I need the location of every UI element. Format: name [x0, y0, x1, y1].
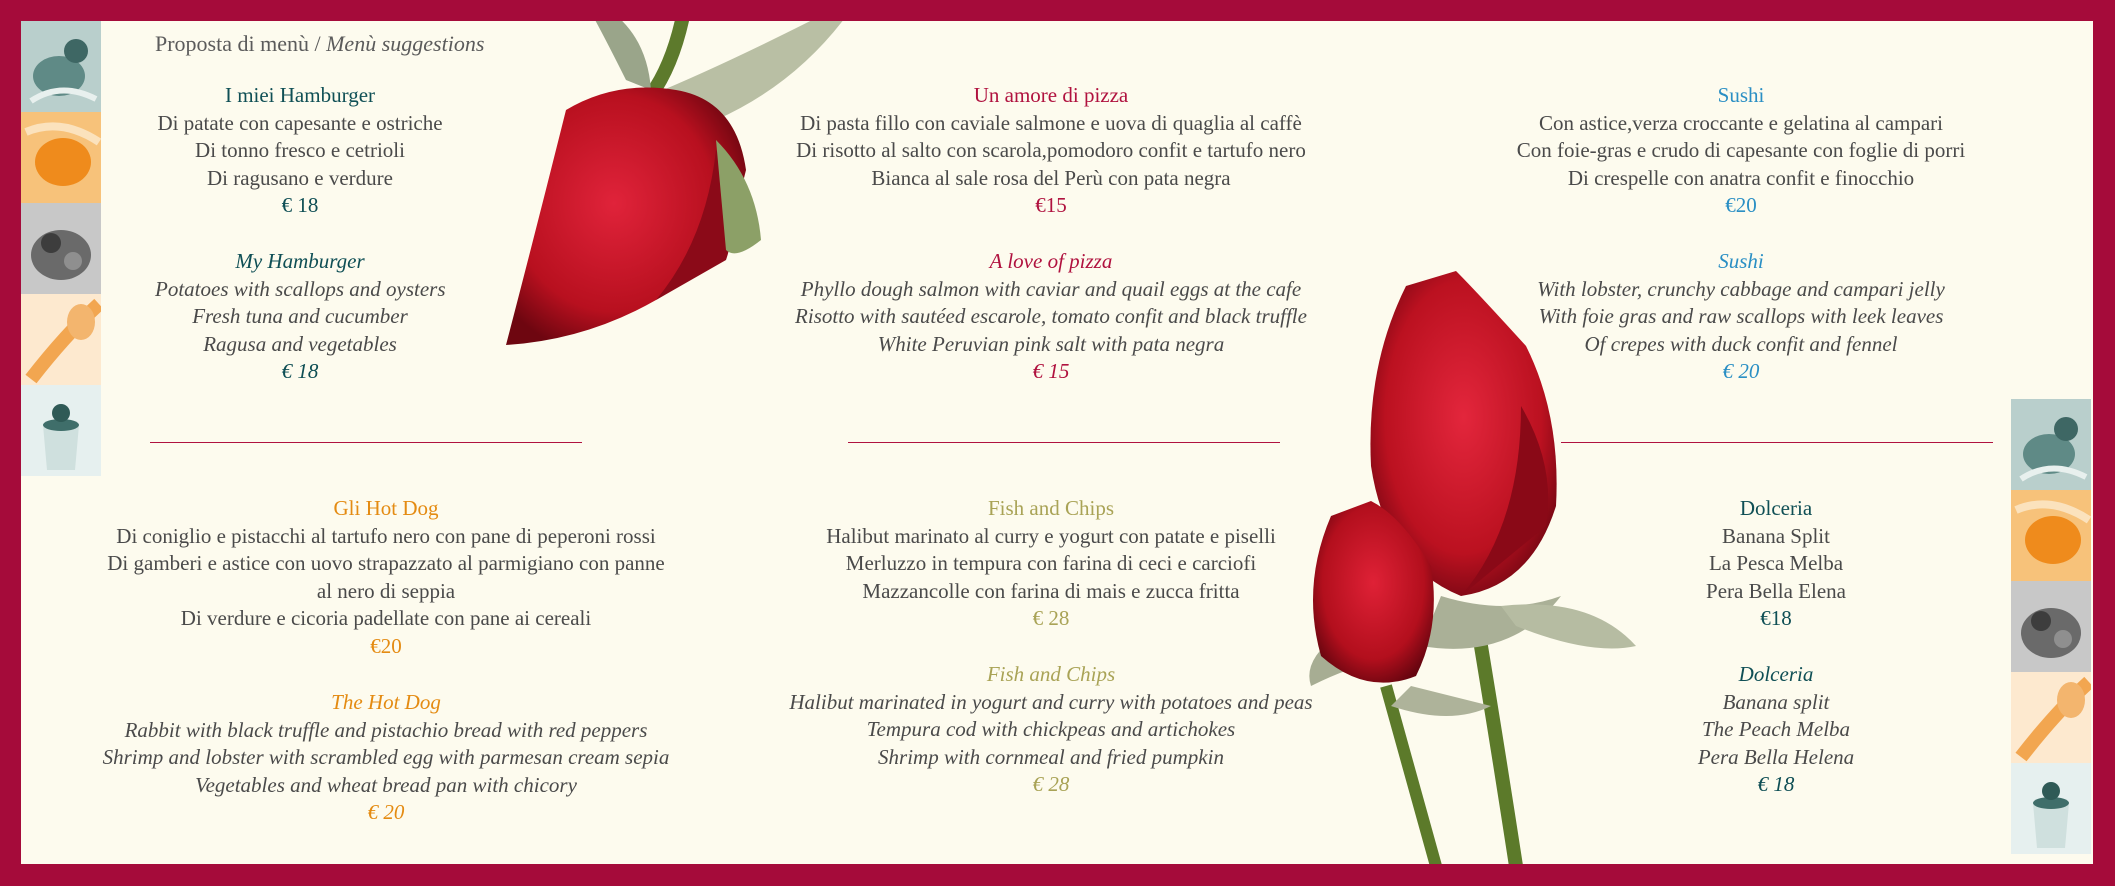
menu-item: Potatoes with scallops and oysters	[155, 276, 446, 301]
menu-item: Banana split	[1722, 689, 1830, 714]
menu-item: Risotto with sautéed escarole, tomato confit and black truffle	[795, 304, 1307, 328]
section-heading: Sushi	[1718, 249, 1764, 273]
section-heading: A love of pizza	[989, 249, 1113, 273]
dish-photo-glass	[2011, 763, 2091, 854]
price: € 18	[1757, 772, 1795, 796]
menu-item: al nero di seppia	[316, 578, 456, 603]
section-fish-en	[781, 661, 1321, 799]
price: € 18	[281, 359, 319, 383]
menu-item: Di verdure e cicoria padellate con pane ai cereali	[180, 606, 592, 630]
menu-item: Di ragusano e verdure	[206, 165, 393, 190]
menu-item: Di gamberi e astice con uovo strapazzato al parmigiano con panne	[107, 551, 665, 575]
menu-item: Bianca al sale rosa del Perù con pata negra	[871, 165, 1231, 190]
left-photo-strip	[21, 21, 101, 476]
rose-top-image	[476, 21, 876, 400]
menu-page	[21, 21, 2093, 864]
menu-item: With lobster, crunchy cabbage and campari jelly	[1537, 276, 1945, 301]
dish-photo-teal	[21, 21, 101, 112]
menu-item: Pera Bella Elena	[1706, 578, 1846, 603]
menu-item: Di risotto al salto con scarola,pomodoro confit e tartufo nero	[796, 138, 1306, 162]
section-hotdog-it	[61, 495, 711, 660]
price: €18	[1760, 606, 1792, 630]
menu-item: Di crespelle con anatra confit e finocchio	[1567, 165, 1915, 190]
dish-photo-teal	[2011, 399, 2091, 490]
price: €20	[370, 633, 402, 658]
price: € 28	[1032, 606, 1070, 630]
menu-item: White Peruvian pink salt with pata negra	[877, 331, 1225, 356]
dish-photo-orange	[2011, 490, 2091, 581]
menu-item: Con foie-gras e crudo di capesante con foglie di porri	[1516, 138, 1966, 162]
section-heading: Fish and Chips	[987, 496, 1115, 520]
section-fish-it	[781, 495, 1321, 633]
divider-left	[150, 442, 582, 443]
section-heading: The Hot Dog	[331, 690, 441, 714]
menu-item: Ragusa and vegetables	[203, 331, 397, 356]
section-heading: Dolceria	[1738, 662, 1814, 686]
menu-item: Di patate con capesante e ostriche	[157, 110, 443, 135]
dish-photo-glass	[21, 385, 101, 476]
section-hotdog-en	[61, 689, 711, 827]
menu-item: Tempura cod with chickpeas and artichokes	[866, 717, 1236, 741]
menu-item: Halibut marinato al curry e yogurt con patate e piselli	[826, 523, 1276, 548]
menu-item: Of crepes with duck confit and fennel	[1584, 331, 1898, 356]
section-heading: I miei Hamburger	[224, 83, 376, 107]
rose-pair-image	[1291, 266, 1721, 864]
menu-item: Shrimp and lobster with scrambled egg with parmesan cream sepia	[102, 745, 670, 769]
menu-item: Fresh tuna and cucumber	[192, 304, 408, 328]
price: €15	[1035, 193, 1067, 217]
menu-item: Di tonno fresco e cetrioli	[195, 138, 405, 162]
dish-photo-peach	[21, 294, 101, 385]
menu-item: Banana Split	[1722, 523, 1830, 548]
menu-item: With foie gras and raw scallops with leek leaves	[1538, 304, 1944, 328]
section-heading: Fish and Chips	[986, 662, 1116, 686]
section-heading: Sushi	[1717, 83, 1765, 107]
title-english: Menù suggestions	[326, 31, 485, 56]
menu-item: The Peach Melba	[1701, 717, 1851, 741]
menu-item: Shrimp with cornmeal and fried pumpkin	[878, 744, 1224, 769]
section-heading: Dolceria	[1739, 496, 1813, 520]
dish-photo-grey	[21, 203, 101, 294]
menu-item: Halibut marinated in yogurt and curry with potatoes and peas	[789, 689, 1313, 714]
menu-item: La Pesca Melba	[1708, 551, 1844, 575]
section-sushi-it	[1491, 82, 1991, 220]
price: € 18	[281, 193, 319, 217]
price: €20	[1725, 193, 1757, 217]
price: € 20	[1722, 359, 1760, 383]
page-title	[155, 31, 484, 57]
divider-center	[848, 442, 1280, 443]
section-heading: Un amore di pizza	[973, 83, 1129, 107]
menu-item: Mazzancolle con farina di mais e zucca fritta	[862, 578, 1240, 603]
section-hamburger-en	[155, 248, 445, 386]
menu-item: Di coniglio e pistacchi al tartufo nero con pane di peperoni rossi	[116, 523, 656, 548]
dish-photo-orange	[21, 112, 101, 203]
menu-item: Rabbit with black truffle and pistachio bread with red peppers	[124, 717, 648, 742]
section-hamburger-it	[155, 82, 445, 220]
title-italian: Proposta di menù /	[155, 31, 321, 56]
menu-item: Phyllo dough salmon with caviar and quail eggs at the cafe	[800, 276, 1302, 301]
menu-item: Di pasta fillo con caviale salmone e uova di quaglia al caffè	[800, 110, 1302, 135]
price: € 15	[1032, 359, 1070, 383]
menu-item: Vegetables and wheat bread pan with chicory	[195, 772, 577, 797]
menu-item: Pera Bella Helena	[1697, 744, 1855, 769]
menu-item: Merluzzo in tempura con farina di ceci e carciofi	[845, 551, 1257, 575]
dish-photo-grey	[2011, 581, 2091, 672]
price: € 20	[367, 800, 405, 824]
dish-photo-peach	[2011, 672, 2091, 763]
section-heading: Gli Hot Dog	[333, 496, 439, 520]
menu-item: Con astice,verza croccante e gelatina al campari	[1538, 110, 1943, 135]
price: € 28	[1032, 772, 1070, 796]
section-heading: My Hamburger	[235, 249, 365, 273]
right-photo-strip	[2011, 399, 2091, 854]
